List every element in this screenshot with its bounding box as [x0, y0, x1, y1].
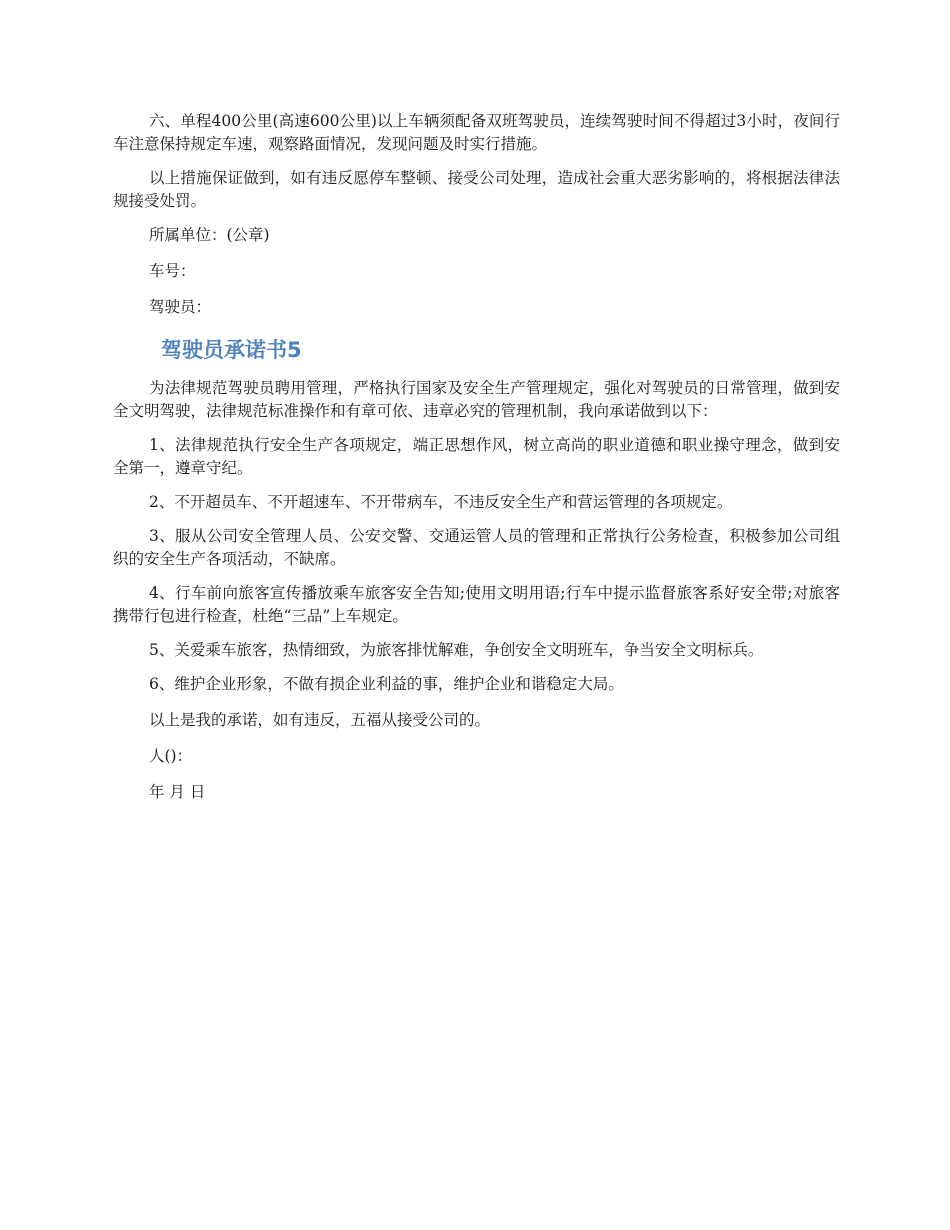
paragraph-closing: 以上是我的承诺，如有违反，五福从接受公司的。: [149, 711, 491, 729]
paragraph-item-4: 4、行车前向旅客宣传播放乘车旅客安全告知;使用文明用语;行车中提示监督旅客系好安全带;对旅客携带行包进行检查，杜绝“三品”上车规定。: [113, 584, 840, 625]
section-heading-commitment-5: 驾驶员承诺书5: [161, 338, 302, 362]
document-body: [113, 110, 840, 817]
paragraph-item-3: 3、服从公司安全管理人员、公安交警、交通运管人员的管理和正常执行公务检查，积极参加公司组织的安全生产各项活动，不缺席。: [113, 527, 840, 568]
paragraph-intro: 为法律规范驾驶员聘用管理，严格执行国家及安全生产管理规定，强化对驾驶员的日常管理，做到安全文明驾驶，法律规范标准操作和有章可依、违章必究的管理机制，我向承诺做到以下：: [113, 379, 840, 420]
paragraph-rule-six: 六、单程400公里(高速600公里)以上车辆须配备双班驾驶员，连续驾驶时间不得超过3小时，夜间行车注意保持规定车速，观察路面情况，发现问题及时实行措施。: [113, 112, 840, 153]
paragraph-item-1: 1、法律规范执行安全生产各项规定，端正思想作风，树立高尚的职业道德和职业操守理念，做到安全第一，遵章守纪。: [113, 436, 840, 477]
paragraph-item-5: 5、关爱乘车旅客，热情细致，为旅客排忧解难，争创安全文明班车，争当安全文明标兵。: [149, 641, 764, 659]
paragraph-item-2: 2、不开超员车、不开超速车、不开带病车，不违反安全生产和营运管理的各项规定。: [149, 493, 733, 511]
field-driver: 驾驶员：: [149, 298, 212, 316]
paragraph-item-6: 6、维护企业形象，不做有损企业利益的事，维护企业和谐稳定大局。: [149, 675, 624, 693]
field-date: 年 月 日: [149, 783, 206, 801]
field-unit-seal: 所属单位：(公章): [149, 226, 270, 244]
field-vehicle-number: 车号：: [149, 262, 196, 280]
field-signatory: 人()：: [149, 747, 193, 765]
paragraph-penalty-statement: 以上措施保证做到，如有违反愿停车整顿、接受公司处理，造成社会重大恶劣影响的，将根据法律法规接受处罚。: [113, 169, 840, 210]
